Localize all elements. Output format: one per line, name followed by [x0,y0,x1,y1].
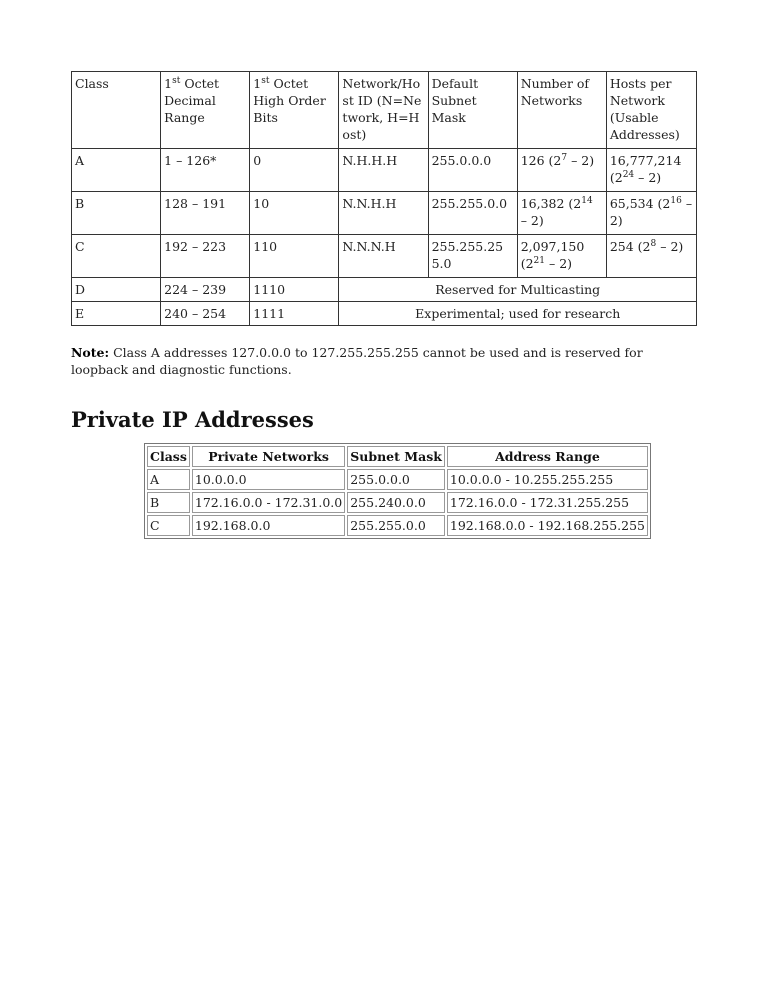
private-cell-range: 192.168.0.0 - 192.168.255.255 [447,515,648,536]
private-cell-mask: 255.255.0.0 [347,515,445,536]
header-default-mask: Default Subnet Mask [428,72,517,149]
private-table-header-row [147,446,648,467]
header-high-order-bits: 1st Octet High Order Bits [250,72,339,149]
cell-mask: 255.255.0.0 [428,192,517,235]
private-cell-range: 10.0.0.0 - 10.255.255.255 [447,469,648,490]
cell-reserved-note: Reserved for Multicasting [339,278,697,302]
cell-bits: 10 [250,192,339,235]
cell-hosts: 16,777,214 $(2^{24} - 2)$ [606,149,696,192]
table-row [72,302,697,326]
table-row [147,469,648,490]
cell-class: A [72,149,161,192]
private-header-networks: Private Networks [192,446,345,467]
table-row [72,149,697,192]
private-cell-class: A [147,469,190,490]
cell-id: N.N.N.H [339,235,428,278]
ip-class-table [71,71,697,326]
private-header-range: Address Range [447,446,648,467]
cell-class: D [72,278,161,302]
cell-range: 224 – 239 [161,278,250,302]
header-class: Class [72,72,161,149]
private-cell-network: 10.0.0.0 [192,469,345,490]
cell-bits: 110 [250,235,339,278]
private-header-mask: Subnet Mask [347,446,445,467]
cell-experimental-note: Experimental; used for research [339,302,697,326]
cell-range: 192 – 223 [161,235,250,278]
header-decimal-range: 1st Octet Decimal Range [161,72,250,149]
cell-hosts: 254 $(2^8 - 2)$ [606,235,696,278]
loopback-note [71,344,701,378]
cell-bits: 1111 [250,302,339,326]
header-num-networks: Number of Networks [517,72,606,149]
cell-networks: 126 $(2^7 - 2)$ [517,149,606,192]
private-cell-network: 172.16.0.0 - 172.31.0.0 [192,492,345,513]
cell-id: N.N.H.H [339,192,428,235]
private-cell-class: C [147,515,190,536]
cell-networks: 2,097,150 $(2^{21} - 2)$ [517,235,606,278]
cell-class: B [72,192,161,235]
cell-class: C [72,235,161,278]
table-header-row [72,72,697,149]
cell-mask: 255.255.255.0 [428,235,517,278]
table-row [147,515,648,536]
header-hosts-per-network: Hosts per Network (Usable Addresses) [606,72,696,149]
cell-range: 128 – 191 [161,192,250,235]
cell-range: 1 – 126* [161,149,250,192]
private-cell-range: 172.16.0.0 - 172.31.255.255 [447,492,648,513]
table-row [72,192,697,235]
cell-class: E [72,302,161,326]
private-cell-network: 192.168.0.0 [192,515,345,536]
note-label: Note: [71,345,110,360]
cell-mask: 255.0.0.0 [428,149,517,192]
private-cell-mask: 255.240.0.0 [347,492,445,513]
table-row [72,235,697,278]
cell-bits: 0 [250,149,339,192]
section-title: Private IP Addresses [71,407,314,432]
table-row [72,278,697,302]
private-cell-mask: 255.0.0.0 [347,469,445,490]
private-cell-class: B [147,492,190,513]
private-ip-table [144,443,651,539]
note-text: Class A addresses 127.0.0.0 to 127.255.255.255 cannot be used and is reserved for loopback and diagnostic functions. [71,345,643,377]
table-row [147,492,648,513]
cell-range: 240 – 254 [161,302,250,326]
cell-hosts: 65,534 $(2^{16} - 2)$ [606,192,696,235]
cell-bits: 1110 [250,278,339,302]
cell-id: N.H.H.H [339,149,428,192]
cell-networks: 16,382 $(2^{14} - 2)$ [517,192,606,235]
header-net-host-id: Network/Host ID (N=Network, H=Host) [339,72,428,149]
private-header-class: Class [147,446,190,467]
